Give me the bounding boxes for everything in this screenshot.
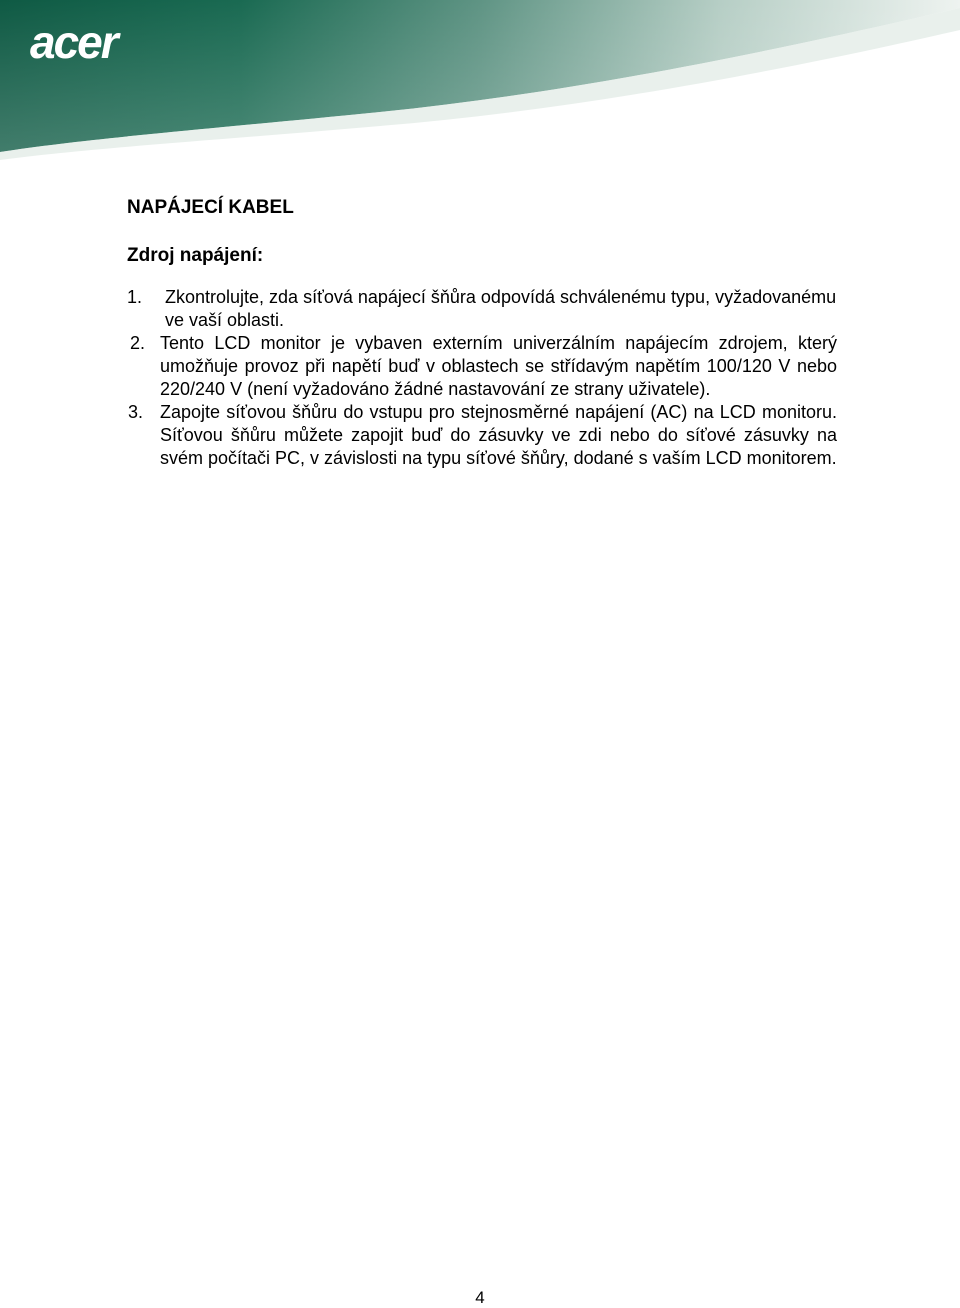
list-item-text: Zkontrolujte, zda síťová napájecí šňůra odpovídá schválenému typu, vyžadovanému ve vaší oblasti.: [165, 287, 837, 330]
page-header: [0, 0, 960, 160]
list-item: [127, 401, 837, 470]
list-item: [127, 332, 837, 401]
acer-logo: [28, 18, 152, 66]
section-title: NAPÁJECÍ KABEL: [127, 197, 294, 218]
document-body: [127, 196, 837, 470]
list-item: [127, 286, 837, 332]
list-item-text: Tento LCD monitor je vybaven externím univerzálním napájecím zdrojem, který umožňuje provoz při napětí buď v oblastech se střídavým napětím 100/120 V nebo 220/240 V (není vyžadováno žádné nastavování ze strany uživatele).: [160, 333, 837, 399]
list-item-number: 2.: [130, 333, 146, 353]
section-subtitle: Zdroj napájení:: [127, 245, 264, 266]
svg-text:acer: acer: [30, 18, 117, 66]
list-item-number: 1.: [127, 287, 143, 307]
list-item-number: 3.: [128, 402, 144, 422]
list-item-text: Zapojte síťovou šňůru do vstupu pro stejnosměrné napájení (AC) na LCD monitoru. Síťovou šňůru můžete zapojit buď do zásuvky ve zdi nebo do síťové zásuvky na svém počítači PC, v závislosti na typu síťové šňůry, dodané s vaším LCD monitorem.: [160, 402, 837, 468]
page-number: 4: [475, 1288, 485, 1307]
instruction-list: [127, 286, 837, 470]
